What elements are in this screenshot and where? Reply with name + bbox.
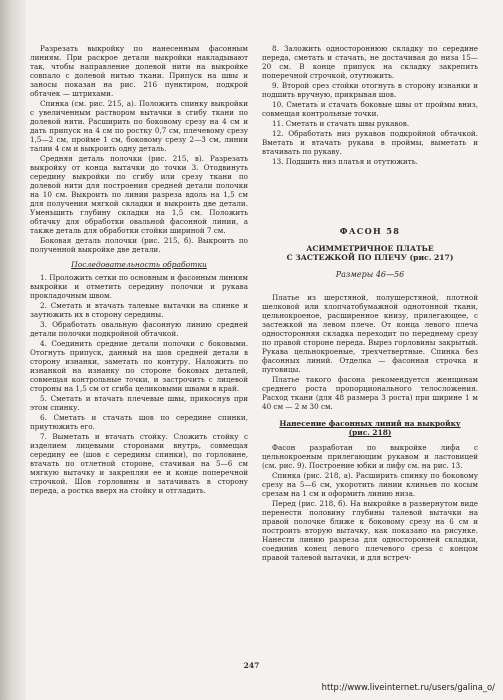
dress-subtitle: С ЗАСТЕЖКОЙ ПО ПЛЕЧУ (рис. 217) bbox=[286, 253, 454, 263]
sequence-heading: Последовательность обработки bbox=[71, 260, 207, 269]
pattern-paragraph-back: Спинка (рис. 218, а). Расширить спинку по боковому срезу на 5—6 см, укоротить линии клиньев по косым срезам на 1 см и оформить линию низа. bbox=[262, 471, 478, 499]
step-3: 3. Обработать овальную фасонную линию средней детали полочки подкройной обтачкой. bbox=[30, 320, 248, 338]
step-9: 9. Второй срез стойки отогнуть в сторону изнанки и подшить вручную, прикрывая шов. bbox=[262, 81, 478, 99]
step-13: 13. Подшить низ платья и отутюжить. bbox=[272, 157, 418, 166]
description-paragraph-2: Платье такого фасона рекомендуется женщинам среднего роста пропорционального телосложения. Расход ткани (для 48 размера 3 роста) при ширине 1 м 40 см — 2 м 30 см. bbox=[262, 375, 478, 412]
step-11: 11. Сметать и стачать швы рукавов. bbox=[272, 119, 410, 128]
pattern-paragraph-front: Перед (рис. 218, б). На выкройке в развернутом виде перенести половину глубины талевой вытачки на правой полочке ближе к боковому срезу на 6 см и построить вторую вытачку, как показано на рисунке. Нанести линию разреза для односторонней складки, соединив конец левого плечевого среза с концом правой талевой вытачки, и для встреч- bbox=[262, 499, 478, 563]
step-1: 1. Проложить сетки по основным и фасонным линиям выкройки и отметить середину полочки и рукава прокладочным швом. bbox=[30, 273, 248, 300]
cut-item-back: Спинка (см. рис. 215, а). Положить спинку выкройки с увеличенным раствором вытачки в сгибу ткани по долевой нити. Расширить по боковому срезу на 4 см и дать припуск на 4 см по ростку 0,7 см, плечевому срезу 1,5—2 см, пройме 1 см, боковому срезу 2—3 см, линии талии 4 см и выкроить одну деталь. bbox=[30, 99, 248, 153]
description-paragraph-1: Платье из шерстяной, полушерстяной, плотной шелковой или хлопчатобумажной однотонной ткани, цельнокроеное, расширенное книзу, прилегающее, с застежкой на левом плече. От конца левого плеча односторонняя складка переходит по переднему срезу по правой стороне переда. Вырез горловины закрытый. Рукава цельнокроеные, трехчетвертные. Спинка без фасонных линий. Отделка — фасонная строчка и пуговицы. bbox=[262, 293, 478, 375]
step-6: 6. Сметать и стачать шов по середине спинки, приутюжить его. bbox=[30, 413, 248, 431]
step-2: 2. Сметать и втачать талевые вытачки на спинке и заутюжить их в сторону середины. bbox=[30, 301, 248, 319]
pattern-heading-line-1: Нанесение фасонных линий на выкройку bbox=[279, 419, 461, 429]
cut-item-front-side: Боковая деталь полочки (рис. 215, б). Выкроить по полученной выкройке две детали. bbox=[30, 236, 248, 254]
book-spine-shadow bbox=[0, 0, 26, 700]
pattern-heading bbox=[262, 419, 478, 437]
fason-title: ФАСОН 58 bbox=[339, 226, 401, 236]
page-number: 247 bbox=[243, 661, 260, 670]
sizes-label: Размеры 46—56 bbox=[335, 270, 405, 280]
pattern-paragraph-1: Фасон разработан по выкройке лифа с цельнокроеным прилегающим рукавом и ластовицей (см. рис. 9). Построение юбки и лифу см. на рис. 13. bbox=[262, 443, 478, 471]
step-5: 5. Сметать и втачать плечевые швы, прикоснув при этом спинку. bbox=[30, 394, 248, 412]
step-10: 10. Сметать и стачать боковые швы от проймы вниз, совмещая контрольные точки. bbox=[262, 100, 478, 118]
step-4: 4. Соединить средние детали полочки с боковыми. Отогнуть припуск, данный на шов средней детали в сторону изнанки, заметать по контуру. Наложить по изнанкой на изнанку по стороне боковых деталей, совмещая контрольные точки, и застрочить с лицевой стороны на 1,5 см от сгиба целиковыми швами в край. bbox=[30, 339, 248, 393]
dress-title: АСИММЕТРИЧНОЕ ПЛАТЬЕ bbox=[306, 244, 434, 253]
right-column bbox=[262, 44, 478, 656]
intro-paragraph: Разрезать выкройку по нанесенным фасонным линиям. При раскрое детали выкройки накладывают так, чтобы направление долевой нити на выкройке совпало с долевой нитью ткани. Припуск на швы и заносы показан на рис. 216 пунктиром, подкрой обтачек — штрихами. bbox=[30, 44, 248, 98]
source-url[interactable]: http://www.liveinternet.ru/users/galina_o/ bbox=[321, 682, 495, 692]
step-7: 7. Выметать и втачать стойку. Сложить стойку с изделием лицевыми сторонами внутрь, совмещая середину ее (шов с середины спинки), по горловине, втачать по отлетной стороне, стачивая на 5—6 см мягкую вытачку и закрепляя ее и конце поперечной строчкой. Шов горловины и затачивать в сторону переда, а ростка вверх на стойку и отгладить. bbox=[30, 432, 248, 495]
step-8: 8. Заложить одностороннюю складку по середине переда, сметать и стачать, не достачивая до низа 15—20 см. В конце припуск на складку закрепить поперечной строчкой, отутюжить. bbox=[262, 44, 478, 80]
left-column bbox=[30, 44, 248, 656]
pattern-heading-line-2: (рис. 218) bbox=[348, 428, 392, 438]
step-12: 12. Обработать низ рукавов подкройной обтачкой. Вметать и втачать рукава в проймы, выметать и втачивать по рукаву. bbox=[262, 129, 478, 156]
cut-item-front-middle: Средняя деталь полочки (рис. 215, в). Разрезать выкройку от конца вытачки до точки 3. Отодвинуть середину выкройки по сгибу или срезу ткани по долевой нити для построения средней детали полочки на 10 см. Выкроить по линии разреза вдоль на 1,5 см для получения мягкой складки и выкроить две детали. Уменьшить глубину складки на 1,5 см. Положить обтачку для обработки овальной фасонной линии, а также деталь для обработки стойки шириной 7 см. bbox=[30, 154, 248, 235]
